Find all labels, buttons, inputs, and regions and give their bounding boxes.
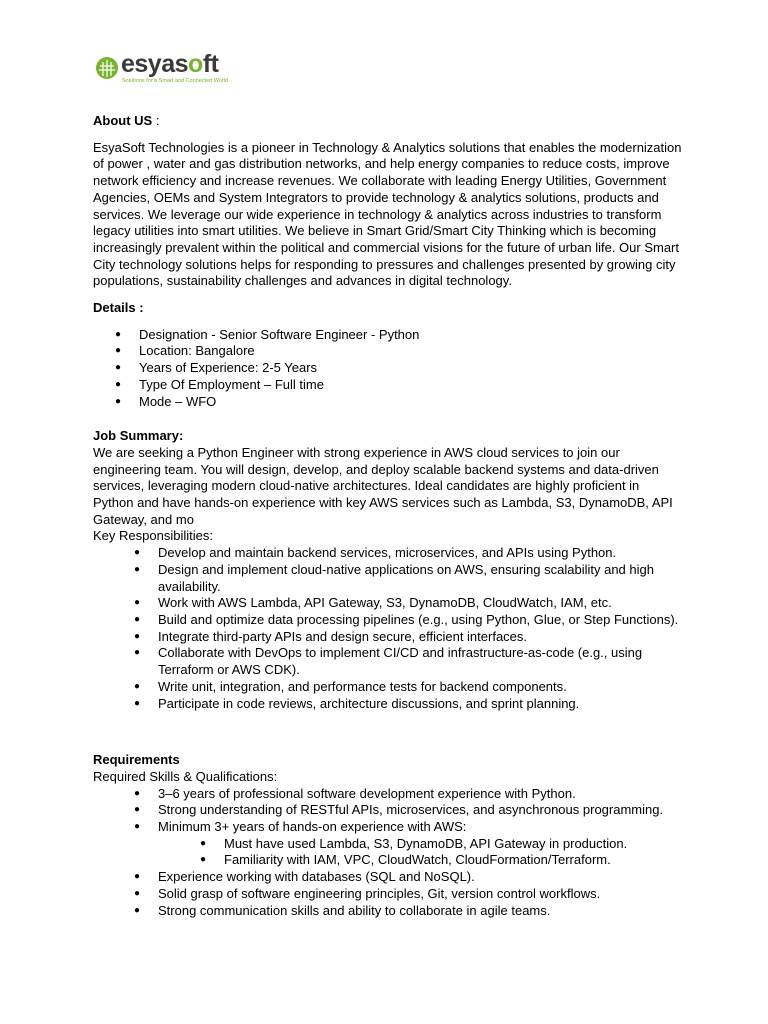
list-item: ● 3–6 years of professional software development experience with Python. (93, 786, 683, 803)
details-heading: Details : (93, 300, 144, 316)
aws-sub-list (93, 836, 683, 869)
list-item: ● Designation - Senior Software Engineer - Python (93, 327, 683, 344)
company-logo (95, 52, 235, 88)
list-item: ● Design and implement cloud-native applications on AWS, ensuring scalability and high availability. (93, 562, 683, 595)
list-item: ● Location: Bangalore (93, 343, 683, 360)
list-item: ● Collaborate with DevOps to implement CI/CD and infrastructure-as-code (e.g., using Terraform or AWS CDK). (93, 645, 683, 678)
leaf-grid-icon (95, 56, 119, 80)
list-item: ● Experience working with databases (SQL and NoSQL). (93, 869, 683, 886)
requirements-label: Required Skills & Qualifications: (93, 768, 278, 784)
about-heading: About US : (93, 113, 160, 128)
list-item: ● Mode – WFO (93, 394, 683, 411)
about-paragraph: EsyaSoft Technologies is a pioneer in Technology & Analytics solutions that enables the modernization of power , water and gas distribution networks, and help energy companies to reduce costs, improve network efficiency and increase revenues. We collaborate with leading Energy Utilities, Government Agencies, OEMs and System Integrators to provide technology & analytics solutions, products and services. We leverage our wide experience in technology & analytics across industries to transform legacy utilities into smart utilities. We believe in Smart Grid/Smart City Thinking which is becoming increasingly prevalent within the political and commercial visions for the future of urban life. Our Smart City technology solutions helps for responding to pressures and challenges presented by growing city populations, sustainability challenges and advances in digital technology. (93, 139, 682, 289)
list-item: ● Strong understanding of RESTful APIs, microservices, and asynchronous programming. (93, 802, 683, 819)
list-item: ● Type Of Employment – Full time (93, 377, 683, 394)
list-item: ● Work with AWS Lambda, API Gateway, S3, DynamoDB, CloudWatch, IAM, etc. (93, 595, 683, 612)
list-item: ● Must have used Lambda, S3, DynamoDB, API Gateway in production. (93, 836, 683, 853)
list-item: ● Write unit, integration, and performance tests for backend components. (93, 679, 683, 696)
logo-wordmark: esyasoft (121, 50, 219, 78)
list-item: ● Develop and maintain backend services, microservices, and APIs using Python. (93, 545, 683, 562)
requirements-list (93, 786, 683, 836)
requirements-heading: Requirements (93, 752, 180, 768)
list-item: ● Minimum 3+ years of hands-on experience with AWS: (93, 819, 683, 836)
responsibilities-list (93, 545, 683, 712)
document-body (93, 113, 683, 919)
responsibilities-label: Key Responsibilities: (93, 528, 213, 544)
details-list (93, 327, 683, 411)
list-item: ● Familiarity with IAM, VPC, CloudWatch, CloudFormation/Terraform. (93, 852, 683, 869)
requirements-list-continued (93, 869, 683, 919)
job-summary-heading: Job Summary: (93, 428, 184, 444)
list-item: ● Strong communication skills and ability to collaborate in agile teams. (93, 903, 683, 920)
logo-tagline: Solutions for a Smart and Connected World (122, 78, 228, 84)
list-item: ● Solid grasp of software engineering principles, Git, version control workflows. (93, 886, 683, 903)
job-summary-paragraph: We are seeking a Python Engineer with strong experience in AWS cloud services to join our engineering team. You will design, develop, and deploy scalable backend systems and data-driven services, leveraging modern cloud-native architectures. Ideal candidates are highly proficient in Python and have hands-on experience with key AWS services such as Lambda, S3, DynamoDB, API Gateway, and mo (93, 444, 673, 527)
list-item: ● Years of Experience: 2-5 Years (93, 360, 683, 377)
list-item: ● Participate in code reviews, architecture discussions, and sprint planning. (93, 696, 683, 713)
list-item: ● Integrate third-party APIs and design secure, efficient interfaces. (93, 629, 683, 646)
list-item: ● Build and optimize data processing pipelines (e.g., using Python, Glue, or Step Functions). (93, 612, 683, 629)
